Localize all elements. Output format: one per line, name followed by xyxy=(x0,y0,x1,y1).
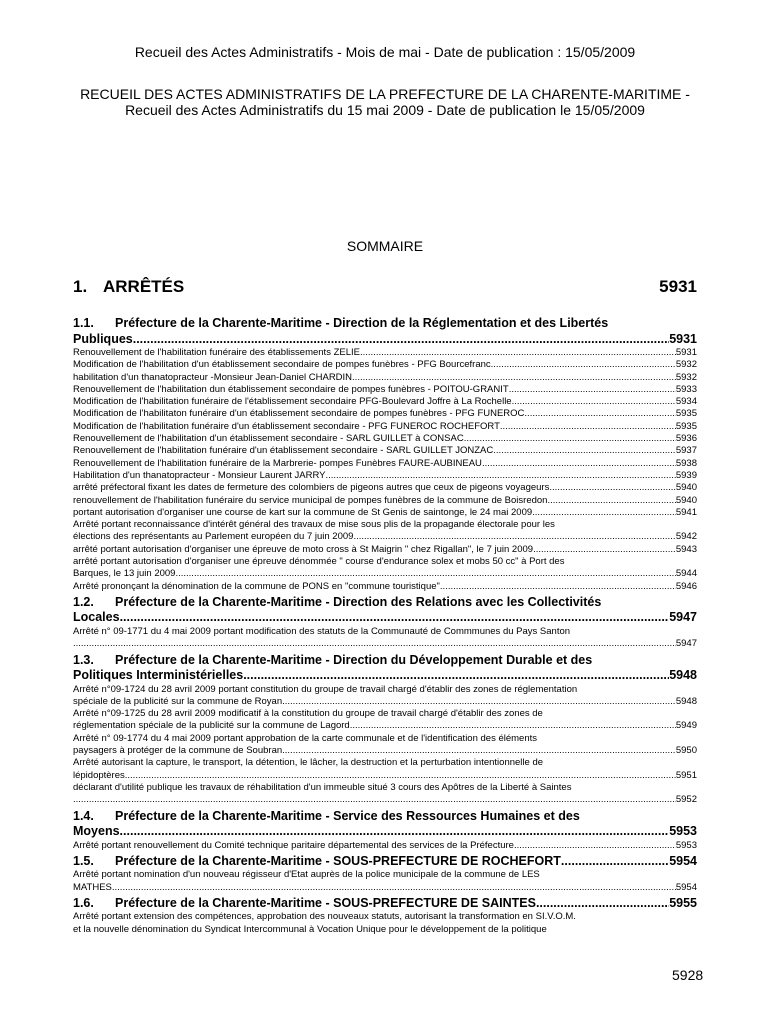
toc-entry-page: 5934 xyxy=(675,396,697,408)
toc-leader-dots xyxy=(500,421,676,433)
toc-entry-page: 5947 xyxy=(669,610,697,625)
toc-entry-line[interactable] xyxy=(73,396,697,408)
toc-entry-page: 5944 xyxy=(675,568,697,580)
toc-section-number: 1.6. xyxy=(73,895,94,910)
list-item[interactable] xyxy=(73,626,697,651)
toc-entry-first-line: Arrêté n°09-1725 du 28 avril 2009 modificatif à la constitution du groupe de travail chargé d'établir des zones de xyxy=(73,708,543,720)
table-of-contents xyxy=(73,276,697,936)
toc-entry-line[interactable] xyxy=(73,882,697,894)
toc-leader-dots xyxy=(73,638,676,650)
toc-entry-text: arrêté portant autorisation d'organiser une épreuve de moto cross à St Maigrin " chez Rigallan", le 7 juin 2009 xyxy=(73,543,534,555)
toc-entry-page: 5940 xyxy=(675,482,697,494)
toc-entry-page: 5946 xyxy=(675,580,697,592)
toc-entry-line[interactable] xyxy=(73,696,697,708)
toc-leader-dots xyxy=(514,840,676,852)
running-header: Recueil des Actes Administratifs - Mois de mai - Date de publication : 15/05/2009 xyxy=(134,44,636,60)
toc-entry-page: 5936 xyxy=(675,433,697,445)
toc-entry-page: 5948 xyxy=(669,668,697,683)
toc-sections xyxy=(73,316,697,936)
toc-entry-line[interactable] xyxy=(73,495,697,507)
toc-section-heading-continuation[interactable] xyxy=(73,610,697,626)
toc-entry-text: Renouvellement de l'habilitation dun établissement secondaire de pompes funèbres - POITOU-GRANIT xyxy=(73,383,509,395)
toc-section-heading-line xyxy=(73,653,697,669)
toc-section-number: 1.2. xyxy=(73,594,94,609)
toc-entry-list xyxy=(73,840,697,852)
toc-section-heading[interactable] xyxy=(73,595,697,626)
toc-leader-dots xyxy=(325,470,675,482)
toc-entry-line[interactable] xyxy=(73,470,697,482)
toc-leader-dots xyxy=(561,854,669,870)
toc-entry-line[interactable] xyxy=(73,581,697,593)
sommaire-heading: SOMMAIRE xyxy=(346,238,424,254)
toc-leader-dots xyxy=(350,720,676,732)
toc-entry-page: 5949 xyxy=(675,720,697,732)
toc-entry-page: 5931 xyxy=(669,331,697,346)
toc-leader-dots xyxy=(243,668,669,684)
toc-section-heading[interactable] xyxy=(73,316,697,347)
toc-entry-text: réglementation spéciale de la publicité sur la commune de Lagord xyxy=(73,720,350,732)
toc-entry-line[interactable] xyxy=(73,372,697,384)
toc-entry-page: 5935 xyxy=(675,408,697,420)
toc-leader-dots xyxy=(524,408,675,420)
list-item[interactable] xyxy=(73,869,697,894)
toc-section-heading[interactable] xyxy=(73,653,697,684)
toc-section-page: 5955 xyxy=(669,895,697,910)
toc-leader-dots xyxy=(120,824,670,840)
toc-entry-line[interactable] xyxy=(73,720,697,732)
toc-section-heading-line xyxy=(73,896,697,912)
toc-entry-line[interactable] xyxy=(73,507,697,519)
toc-entry-page: 5942 xyxy=(675,531,697,543)
toc-entry-text: portant autorisation d'organiser une course de kart sur la commune de St Genis de saintonge, le 24 mai 2009 xyxy=(73,506,533,518)
toc-leader-dots xyxy=(440,581,676,593)
toc-entry-text: élections des représentants au Parlement européen du 7 juin 2009 xyxy=(73,531,354,543)
toc-entry-line[interactable] xyxy=(73,745,697,757)
toc-entry-text: arrêté préfectoral fixant les dates de fermeture des colombiers de pigeons autres que ceux de pigeons voyageurs xyxy=(73,482,550,494)
toc-entry-page: 5952 xyxy=(675,794,697,806)
toc-section-heading[interactable] xyxy=(73,854,697,870)
toc-section-number: 1.3. xyxy=(73,652,94,667)
toc-section-heading-continuation[interactable] xyxy=(73,824,697,840)
toc-section-5 xyxy=(73,854,697,894)
toc-entry-page: 5950 xyxy=(675,745,697,757)
list-item[interactable] xyxy=(73,733,697,758)
toc-entry-text: Modification de l'habilitation funéraire de l'établissement secondaire PFG-Boulevard Joffre à La Rochelle xyxy=(73,396,512,408)
list-item[interactable] xyxy=(73,507,697,519)
toc-entry-list xyxy=(73,684,697,807)
toc-entry-list xyxy=(73,869,697,894)
list-item[interactable] xyxy=(73,556,697,581)
list-item[interactable] xyxy=(73,445,697,457)
list-item[interactable] xyxy=(73,544,697,556)
toc-entry-first-line: déclarant d'utilité publique les travaux de réhabilitation d'un immeuble situé 3 cours des Apôtres de la Liberté à Saintes xyxy=(73,781,572,793)
toc-section-3 xyxy=(73,653,697,807)
toc-leader-dots xyxy=(112,882,676,894)
page-number: 5928 xyxy=(672,967,704,983)
toc-leader-dots xyxy=(512,396,676,408)
toc-entry-page: 5953 xyxy=(669,824,697,838)
list-item[interactable] xyxy=(73,840,697,852)
toc-section-heading[interactable] xyxy=(73,809,697,840)
toc-entry-page: 5933 xyxy=(675,383,697,395)
toc-entry-text: Renouvellement de l'habilitation funéraire de la Marbrerie- pompes Funèbres FAURE-AUBINEAU xyxy=(73,457,482,469)
toc-entry-first-line: Arrêté n° 09-1771 du 4 mai 2009 portant modification des statuts de la Communauté de Commmunes du Pays Santon xyxy=(73,625,571,637)
toc-entry-line[interactable] xyxy=(73,458,697,470)
toc-entry-text: Renouvellement de l'habilitation d'un établissement secondaire - SARL GUILLET à CONSAC xyxy=(73,433,464,445)
toc-entry-first-line: Arrêté autorisant la capture, le transport, la détention, le lâcher, la destruction et la perturbation intentionnelle de xyxy=(73,757,544,769)
toc-leader-dots xyxy=(73,794,676,806)
toc-section-4 xyxy=(73,809,697,852)
toc-leader-dots xyxy=(482,458,676,470)
toc-section-number: 1.4. xyxy=(73,808,94,823)
toc-entry-line[interactable] xyxy=(73,794,697,806)
toc-section-heading-line xyxy=(73,809,697,825)
list-item[interactable] xyxy=(73,372,697,384)
toc-entry-text: Modification de l'habilitation funéraire d'un établissement secondaire - PFG FUNEROC ROCHEFORT xyxy=(73,420,500,432)
document-title: RECUEIL DES ACTES ADMINISTRATIFS DE LA PREFECTURE DE LA CHARENTE-MARITIME - Recueil des Actes Administratifs du 15 mai 2009 - Date de publication le 15/05/2009 xyxy=(80,86,690,118)
toc-leader-dots xyxy=(464,433,676,445)
toc-entry-text: Renouvellement de l'habilitation funéraire des établissements ZELIE xyxy=(73,347,360,358)
toc-entry-line[interactable] xyxy=(73,445,697,457)
toc-entry-text: habilitation d'un thanatopracteur -Monsieur Jean-Daniel CHARDIN xyxy=(73,371,353,383)
toc-entry-first-line: Arrêté n°09-1724 du 28 avril 2009 portant constitution du groupe de travail chargé d'établir des zones de réglementation xyxy=(73,683,578,695)
toc-entry-line[interactable] xyxy=(73,544,697,556)
toc-section-page: 5954 xyxy=(669,853,697,868)
toc-level1-entry[interactable] xyxy=(73,276,697,298)
list-item[interactable] xyxy=(73,581,697,593)
toc-entry-text: lépidoptères xyxy=(73,769,125,781)
toc-entry-line[interactable] xyxy=(73,770,697,782)
toc-leader-dots xyxy=(282,696,676,708)
toc-entry-list xyxy=(73,347,697,593)
toc-leader-dots xyxy=(353,531,675,543)
toc-section-title: Préfecture de la Charente-Maritime - Direction de la Réglementation et des Libertés xyxy=(115,316,609,330)
toc-section-heading-line xyxy=(73,316,697,332)
list-item[interactable] xyxy=(73,495,697,507)
toc-entry-text: spéciale de la publicité sur la commune de Royan xyxy=(73,695,283,707)
list-item[interactable] xyxy=(73,408,697,420)
toc-entry-first-line: Arrêté portant reconnaissance d'intérêt général des travaux de mise sous plis de la propagande électorale pour les xyxy=(73,519,555,531)
toc-entry-text: Arrêté portant renouvellement du Comité technique paritaire départemental des services de la Préfecture xyxy=(73,839,514,851)
toc-leader-dots xyxy=(547,495,675,507)
toc-level1-number: 1. xyxy=(73,277,88,296)
toc-entry-page: 5951 xyxy=(675,769,697,781)
toc-entry-page: 5941 xyxy=(675,506,697,518)
toc-section-heading-line xyxy=(73,854,697,870)
toc-entry-page: 5935 xyxy=(675,420,697,432)
toc-entry-page: 5953 xyxy=(675,839,697,851)
toc-section-title: Préfecture de la Charente-Maritime - Service des Ressources Humaines et des xyxy=(115,808,580,823)
toc-entry-page: 5937 xyxy=(675,445,697,457)
toc-section-number: 1.1. xyxy=(73,316,94,330)
toc-entry-first-line: Arrêté n° 09-1774 du 4 mai 2009 portant approbation de la carte communale et de l'identification des éléments xyxy=(73,732,538,744)
toc-leader-dots xyxy=(120,610,670,626)
toc-section-heading-continuation[interactable] xyxy=(73,332,697,348)
toc-leader-dots xyxy=(175,568,675,580)
toc-entry-text: Arrêté prononçant la dénomination de la commune de PONS en "commune touristique" xyxy=(73,580,440,592)
list-item[interactable] xyxy=(73,757,697,782)
toc-section-title: Préfecture de la Charente-Maritime - Direction du Développement Durable et des xyxy=(115,652,593,667)
toc-level1-label: ARRÊTÉS xyxy=(103,277,185,296)
toc-entry-first-line: Arrêté portant extension des compétences, approbation des nouveaux statuts, autorisant la transformation en SI.V.O.M. xyxy=(73,911,576,923)
toc-entry-text: Renouvellement de l'habilitation funéraire d'un établissement secondaire - SARL GUILLET JONZAC xyxy=(73,445,494,457)
toc-entry-text: Habilitation d'un thanatopracteur - Monsieur Laurent JARRY xyxy=(73,469,326,481)
toc-leader-dots xyxy=(536,896,669,912)
list-item[interactable] xyxy=(73,924,697,936)
toc-level1-page: 5931 xyxy=(659,277,697,296)
toc-entry-text: Moyens xyxy=(73,824,120,838)
toc-leader-dots xyxy=(509,384,676,396)
toc-leader-dots xyxy=(533,544,676,556)
toc-leader-dots xyxy=(549,482,676,494)
toc-entry-text: Modification de l'habilitation d'un établissement secondaire de pompes funèbres - PFG Bourcefranc xyxy=(73,359,491,371)
toc-leader-dots xyxy=(532,507,676,519)
toc-entry-page: 5932 xyxy=(675,359,697,371)
toc-entry-line[interactable] xyxy=(73,421,697,433)
toc-entry-page: 5932 xyxy=(675,371,697,383)
list-item[interactable] xyxy=(73,359,697,371)
toc-entry-text: Publiques xyxy=(73,331,133,346)
list-item[interactable] xyxy=(73,782,697,807)
toc-leader-dots xyxy=(352,372,676,384)
toc-leader-dots xyxy=(282,745,676,757)
toc-entry-first-line: et la nouvelle dénomination du Syndicat Intercommunal à Vocation Unique pour le développement de la politique xyxy=(73,923,547,935)
toc-entry-page: 5954 xyxy=(675,881,697,893)
toc-entry-text: MATHES xyxy=(73,881,112,893)
toc-leader-dots xyxy=(184,276,659,298)
toc-entry-first-line: Arrêté portant nomination d'un nouveau régisseur d'Etat auprès de la police municipale de la commune de LES xyxy=(73,869,540,881)
toc-entry-first-line: arrêté portant autorisation d'organiser une épreuve dénommée " course d'endurance solex et mobs 50 cc" à Port des xyxy=(73,556,565,568)
list-item[interactable] xyxy=(73,433,697,445)
toc-leader-dots xyxy=(493,445,676,457)
toc-section-title: Préfecture de la Charente-Maritime - SOUS-PREFECTURE DE ROCHEFORT xyxy=(115,853,561,868)
toc-leader-dots xyxy=(360,347,676,359)
toc-entry-page: 5939 xyxy=(675,469,697,481)
toc-entry-page: 5943 xyxy=(675,543,697,555)
list-item[interactable] xyxy=(73,470,697,482)
toc-entry-text: paysagers à protéger de la commune de Soubran xyxy=(73,745,283,757)
list-item[interactable] xyxy=(73,347,697,359)
toc-entry-text: Barques, le 13 juin 2009 xyxy=(73,568,176,580)
toc-section-heading-continuation[interactable] xyxy=(73,668,697,684)
toc-leader-dots xyxy=(491,359,676,371)
toc-section-heading[interactable] xyxy=(73,896,697,912)
toc-entry-line[interactable] xyxy=(73,384,697,396)
toc-entry-list xyxy=(73,626,697,651)
list-item[interactable] xyxy=(73,519,697,544)
list-item[interactable] xyxy=(73,421,697,433)
toc-entry-page: 5940 xyxy=(675,494,697,506)
toc-section-title: Préfecture de la Charente-Maritime - Direction des Relations avec les Collectivités xyxy=(115,594,602,609)
toc-entry-line[interactable] xyxy=(73,433,697,445)
toc-leader-dots xyxy=(133,332,669,348)
list-item[interactable] xyxy=(73,911,697,923)
toc-entry-text: Politiques Interministérielles xyxy=(73,668,244,683)
toc-section-1 xyxy=(73,316,697,593)
toc-entry-page: 5938 xyxy=(675,457,697,469)
list-item[interactable] xyxy=(73,458,697,470)
toc-entry-line[interactable] xyxy=(73,638,697,650)
list-item[interactable] xyxy=(73,384,697,396)
toc-entry-list xyxy=(73,911,697,936)
list-item[interactable] xyxy=(73,684,697,709)
toc-section-2 xyxy=(73,595,697,651)
toc-entry-line[interactable] xyxy=(73,408,697,420)
toc-entry-line[interactable] xyxy=(73,568,697,580)
toc-entry-text: Locales xyxy=(73,610,120,625)
toc-entry-line[interactable] xyxy=(73,359,697,371)
toc-entry-line[interactable] xyxy=(73,840,697,852)
toc-entry-line[interactable] xyxy=(73,347,697,359)
toc-section-6 xyxy=(73,896,697,936)
toc-entry-line[interactable] xyxy=(73,531,697,543)
list-item[interactable] xyxy=(73,482,697,494)
toc-section-number: 1.5. xyxy=(73,853,94,868)
toc-entry-line[interactable] xyxy=(73,482,697,494)
toc-section-heading-line xyxy=(73,595,697,611)
toc-section-title: Préfecture de la Charente-Maritime - SOUS-PREFECTURE DE SAINTES xyxy=(115,895,536,910)
toc-entry-page: 5947 xyxy=(675,638,697,650)
toc-entry-text: Modification de l'habilitaton funéraire d'un établissement secondaire de pompes funèbres - PFG FUNEROC xyxy=(73,408,525,420)
toc-entry-page: 5948 xyxy=(675,695,697,707)
toc-entry-page: 5931 xyxy=(675,347,697,358)
toc-entry-text: renouvellement de l'habilitation funéraire du service municipal de pompes funèbres de la commune de Boisredon xyxy=(73,494,548,506)
list-item[interactable] xyxy=(73,708,697,733)
list-item[interactable] xyxy=(73,396,697,408)
toc-leader-dots xyxy=(125,770,676,782)
